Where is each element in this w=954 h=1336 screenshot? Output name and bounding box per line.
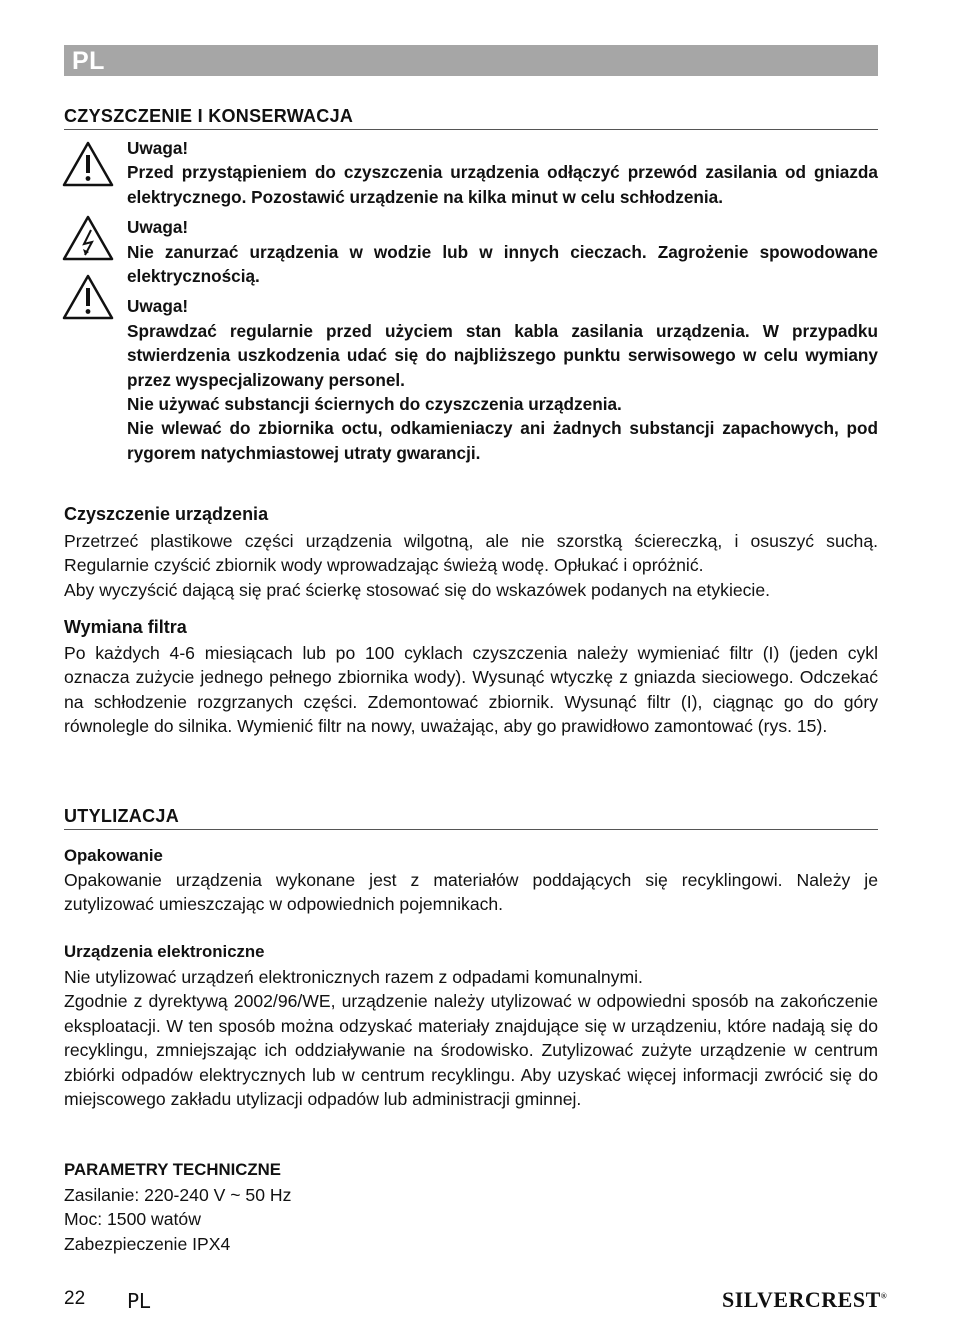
warning-label: Uwaga! (127, 138, 189, 158)
language-header-bar (64, 45, 878, 76)
filter-text (64, 641, 878, 739)
warning-text: Przed przystąpieniem do czyszczenia urządzenia odłączyć przewód zasilania od gniazda elektrycznego. Pozostawić urządzenie na kilka minut w celu schłodzenia. (127, 162, 878, 207)
footer-language: PL (127, 1289, 151, 1313)
paragraph: Przetrzeć plastikowe części urządzenia wilgotną, ale nie szorstką ściereczką, i osuszyć suchą. Regularnie czyścić zbiornik wody wprowadzając świeżą wodę. Opłukać i opróżnić. (64, 531, 878, 576)
registered-mark: ® (880, 1291, 888, 1301)
electronic-text (64, 965, 878, 1111)
electric-hazard-icon (62, 214, 114, 262)
specs-list (64, 1183, 878, 1256)
section-title-cleaning: CZYSZCZENIE I KONSERWACJA (64, 106, 878, 130)
subheading-filter: Wymiana filtra (64, 617, 187, 637)
subheading-electronic: Urządzenia elektroniczne (64, 942, 265, 961)
paragraph: Aby wyczyścić dającą się prać ścierkę stosować się do wskazówek podanych na etykiecie. (64, 579, 771, 600)
packaging-text (64, 868, 878, 917)
warning-block (127, 136, 878, 465)
warning-text: Sprawdzać regularnie przed użyciem stan kabla zasilania urządzenia. W przypadku stwierdzenia uszkodzenia udać się do najbliższego punktu serwisowego w celu wymiany przez wyspecjalizowany personel. (127, 320, 878, 390)
subheading-device-cleaning: Czyszczenie urządzenia (64, 504, 269, 524)
spec-power: Moc: 1500 watów (64, 1209, 201, 1230)
paragraph: Opakowanie urządzenia wykonane jest z materiałów poddających się recyklingowi. Należy je zutylizować umieszczając w odpowiednich pojemnikach. (64, 870, 878, 915)
warning-text: Nie używać substancji ściernych do czyszczenia urządzenia. (127, 394, 622, 415)
subheading-packaging: Opakowanie (64, 846, 163, 865)
paragraph: Po każdych 4-6 miesiącach lub po 100 cyklach czyszczenia należy wymieniać filtr (I) (jeden cykl oznacza zużycie jednego pełnego zbiornika wody). Wysunąć wtyczkę z gniazda sieciowego. Odczekać na schłodzenie rozgrzanych części. Zdemontować zbiornik. Wysunąć filtr (I), ciągnąc go do góry równolegle do silnika. Wymienić filtr na nowy, uważając, aby go prawidłowo zamontować (rys. 15). (64, 643, 878, 737)
section-title-disposal: UTYLIZACJA (64, 806, 878, 830)
subheading-specs: PARAMETRY TECHNICZNE (64, 1160, 281, 1179)
paragraph: Nie utylizować urządzeń elektronicznych razem z odpadami komunalnymi. (64, 967, 643, 987)
spec-protection: Zabezpieczenie IPX4 (64, 1233, 231, 1254)
page-number: 22 (64, 1288, 86, 1309)
warning-label: Uwaga! (127, 296, 189, 317)
brand-logo (722, 1287, 887, 1313)
warning-triangle-icon (62, 273, 114, 321)
warning-label: Uwaga! (127, 217, 189, 238)
spec-power-supply: Zasilanie: 220-240 V ~ 50 Hz (64, 1185, 292, 1205)
brand-name: SILVERCREST (722, 1287, 881, 1312)
paragraph: Zgodnie z dyrektywą 2002/96/WE, urządzenie należy utylizować w odpowiedni sposób na zakończenie eksploatacji. W ten sposób można odzyskać materiały znajdujące się w urządzeniu, które nadają się do recyklingu, zmniejszając ich oddziaływanie na środowisko. Zutylizować zużyte urządzenie w centrum zbiórki odpadów elektrycznych lub w centrum recyklingu. Aby uzyskać więcej informacji zwrócić się do miejscowego zakładu utylizacji odpadów lub administracji gminnej. (64, 991, 878, 1110)
warning-text: Nie zanurzać urządzenia w wodzie lub w innych cieczach. Zagrożenie spowodowane elektrycznością. (127, 241, 878, 287)
device-cleaning-text (64, 529, 878, 602)
language-code: PL (72, 47, 105, 75)
warning-text: Nie wlewać do zbiornika octu, odkamieniaczy ani żadnych substancji zapachowych, pod rygorem natychmiastowej utraty gwarancji. (127, 418, 878, 463)
warning-triangle-icon (62, 140, 114, 188)
